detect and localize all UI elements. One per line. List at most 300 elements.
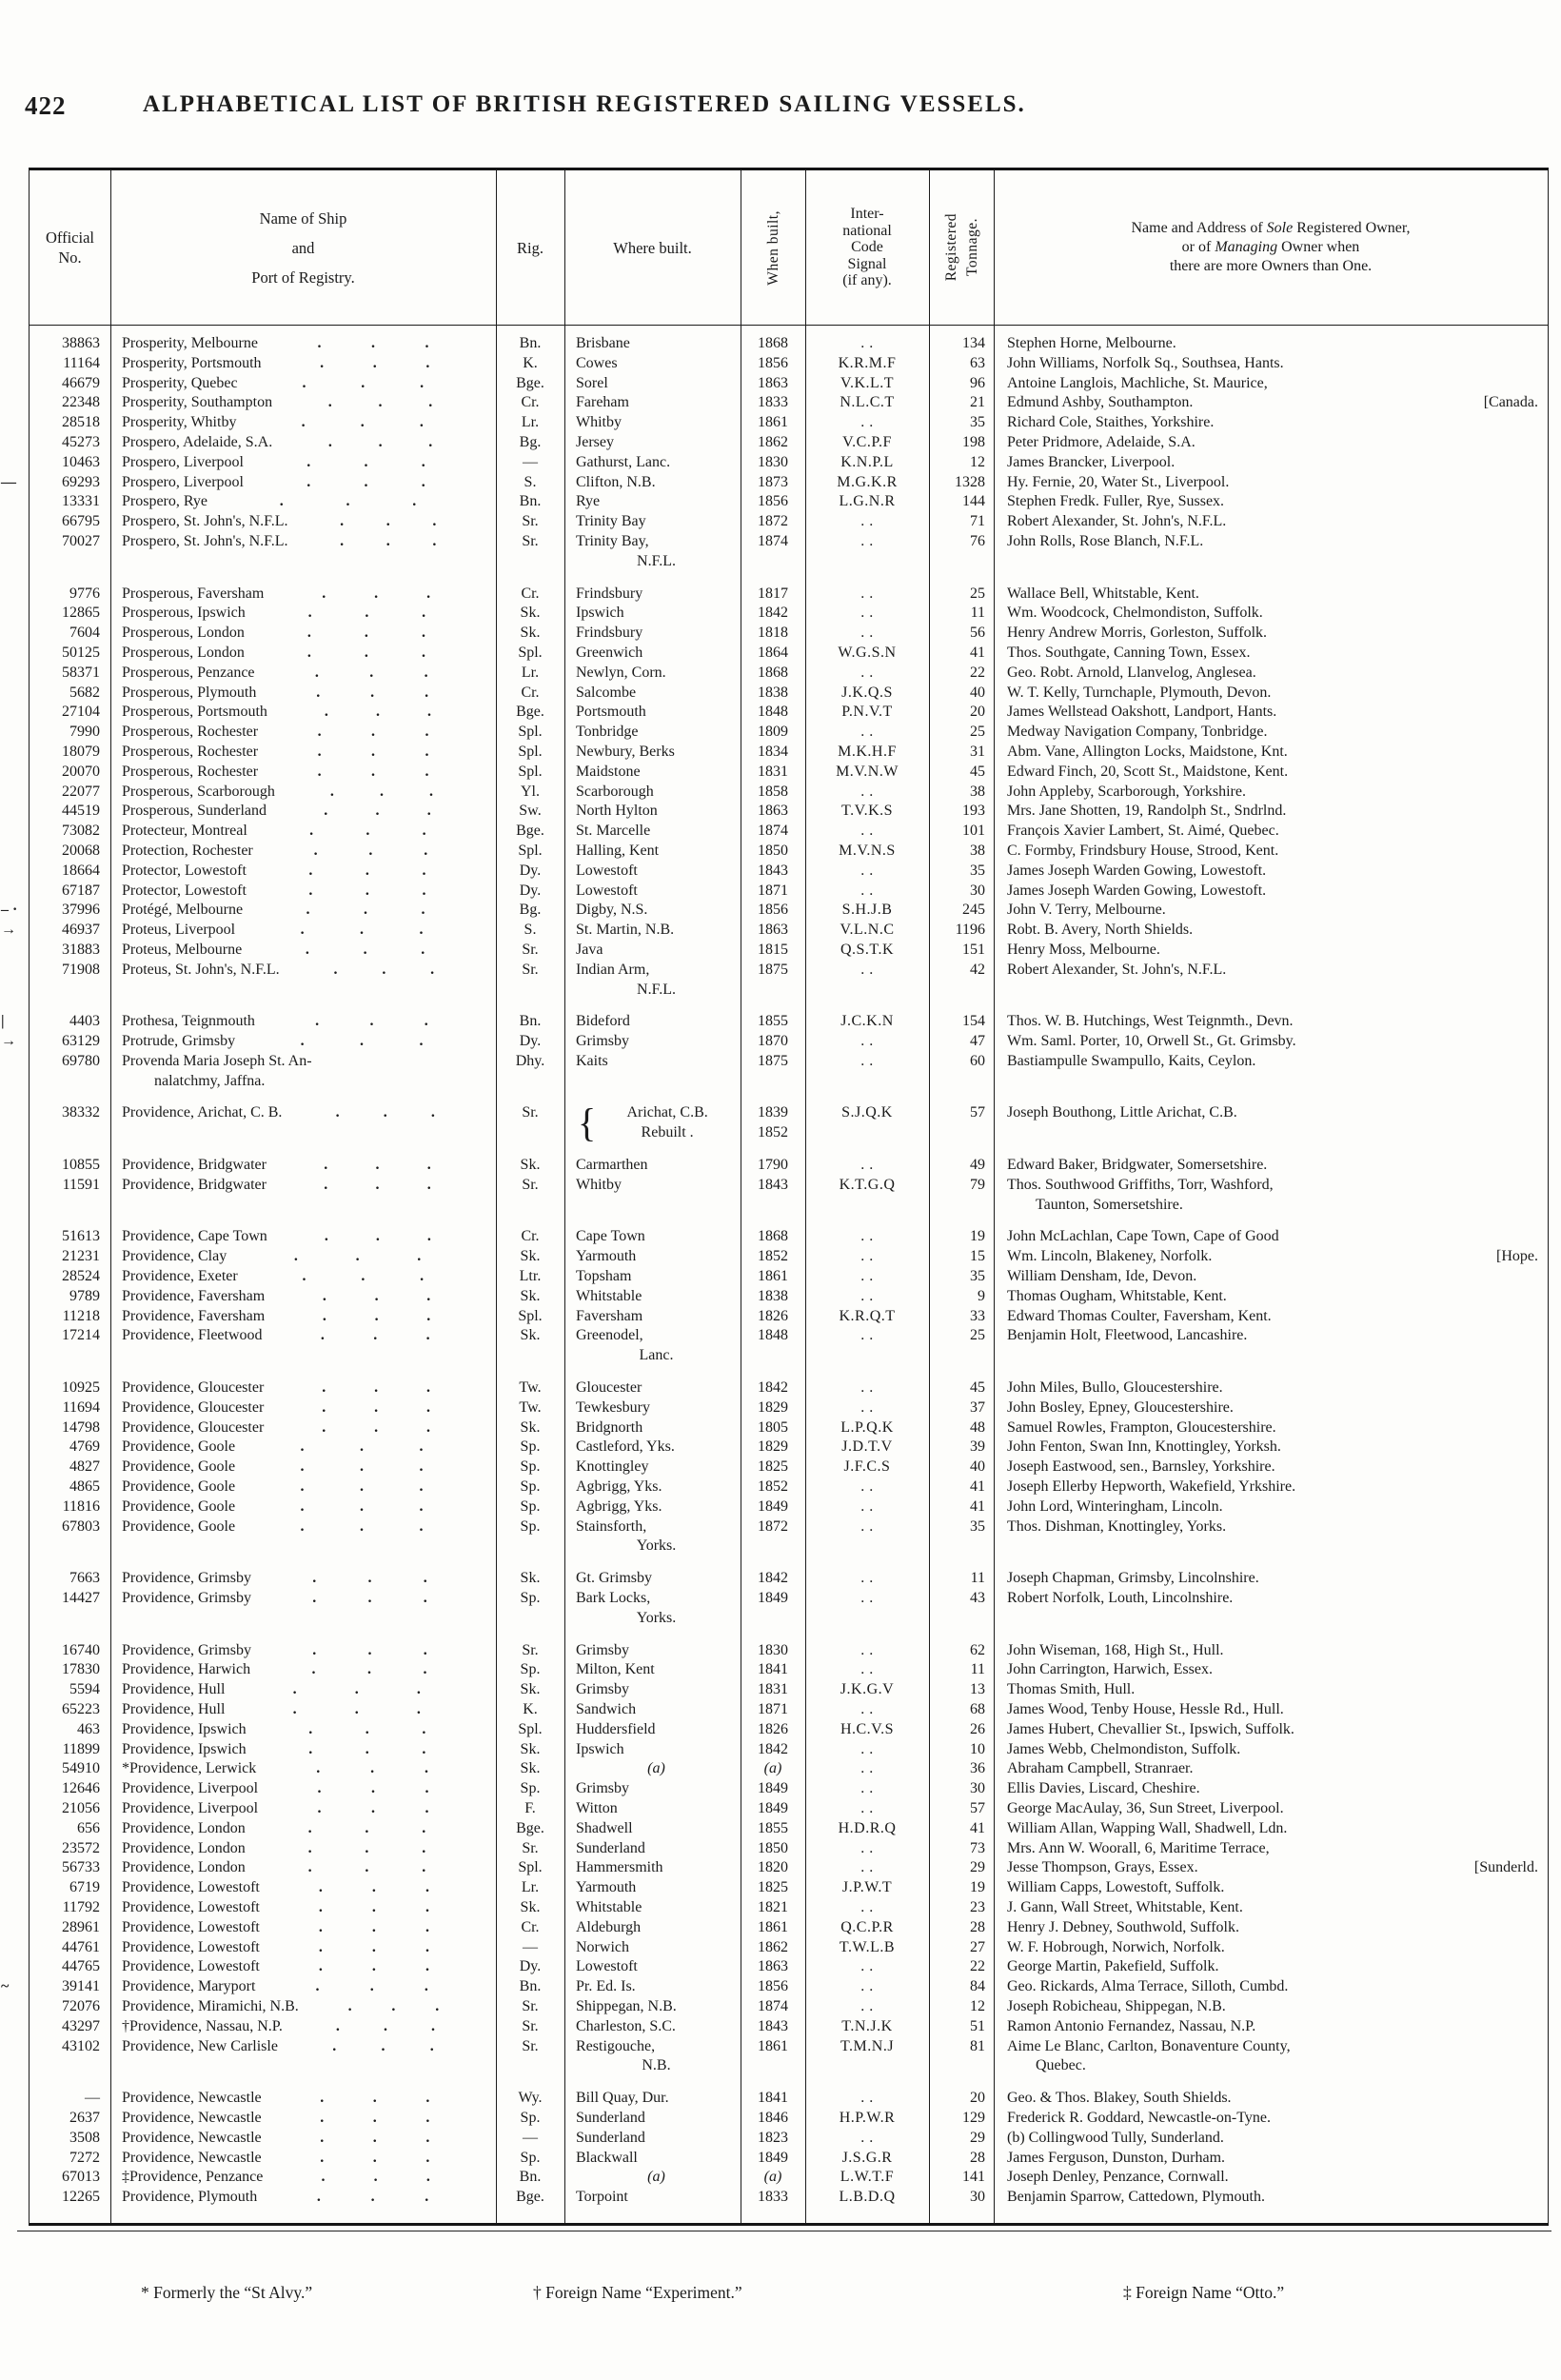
where-built-cell: (a) — [647, 2169, 665, 2186]
leader-dots: . . . — [302, 374, 425, 391]
rig-cell: Lr. — [521, 414, 540, 431]
where-built-cell: Blackwall — [576, 2149, 638, 2166]
code-signal-cell: . . — [860, 1570, 874, 1587]
when-built-cell: 1839 1852 — [758, 1104, 788, 1141]
tonnage-cell: 40 — [970, 1458, 985, 1476]
ship-name-cell: Providence, Newcastle . . . — [110, 2149, 496, 2169]
official-no-cell: 67187 — [62, 882, 100, 899]
ship-name-cell: Providence, Miramichi, N.B. . . . — [110, 1997, 496, 2017]
where-built-cell: North Hylton — [576, 803, 658, 820]
table-row — [30, 1720, 1548, 1740]
where-built-cell: Witton — [576, 1799, 618, 1816]
where-built-cell: Whitstable — [576, 1287, 642, 1304]
owner-cell: John Lord, Winteringham, Lincoln. — [1007, 1497, 1223, 1515]
owner-cell: Frederick R. Goddard, Newcastle-on-Tyne. — [1007, 2109, 1272, 2126]
leader-dots: . . . — [300, 1033, 424, 1050]
leader-dots: . . . — [316, 2189, 429, 2206]
code-signal-cell: W.G.S.N — [838, 644, 897, 661]
code-signal-cell: . . — [860, 335, 874, 351]
table-row — [30, 354, 1548, 374]
official-no-cell: 20070 — [62, 763, 100, 780]
when-built-cell: 1863 — [758, 803, 788, 820]
code-signal-cell: L.G.N.R — [839, 493, 896, 510]
page-title: ALPHABETICAL LIST OF BRITISH REGISTERED SAILING VESSELS. — [143, 91, 1026, 117]
owner-cell: Robt. B. Avery, North Shields. — [1007, 922, 1194, 939]
when-built-cell: 1829 — [758, 1438, 788, 1456]
where-built-cell: Bridgnorth — [576, 1418, 643, 1436]
code-signal-cell: . . — [860, 532, 874, 549]
official-no-cell: 46679 — [62, 374, 100, 391]
col-header-official-no: Official No. — [45, 228, 94, 267]
official-no-cell: 4827 — [69, 1458, 100, 1476]
ship-name-cell: Providence, Hull . . . — [110, 1680, 496, 1700]
when-built-cell: 1815 — [758, 941, 788, 958]
table-row — [30, 1779, 1548, 1799]
when-built-cell: 1871 — [758, 1701, 788, 1717]
table-row — [30, 1569, 1548, 1589]
code-signal-cell: . . — [860, 664, 874, 681]
rig-cell: Sp. — [520, 1661, 541, 1678]
leader-dots: . . . — [318, 1898, 429, 1915]
table-row — [30, 2037, 1548, 2077]
owner-cell: Geo. & Thos. Blakey, South Shields. — [1007, 2090, 1232, 2107]
leader-dots: . . . — [327, 433, 433, 450]
where-built-cell: Agbrigg, Yks. — [576, 1497, 662, 1515]
owner-cell: James Hubert, Chevallier St., Ipswich, Suffolk. — [1007, 1720, 1294, 1737]
where-built-cell: Bill Quay, Dur. — [576, 2090, 669, 2107]
rig-cell: F. — [524, 1799, 536, 1816]
leader-dots: . . . — [293, 1248, 422, 1265]
leader-dots: . . . — [318, 1958, 429, 1975]
official-no-cell: 9789 — [69, 1287, 100, 1304]
ship-name-cell: ‡Providence, Penzance . . . — [110, 2168, 496, 2188]
table-row — [30, 961, 1548, 1001]
where-built-cell: Trinity Bay, N.F.L. — [576, 532, 676, 569]
code-signal-cell: . . — [860, 1033, 874, 1050]
table-row — [30, 2168, 1548, 2188]
code-signal-cell: K.N.P.L — [840, 453, 894, 470]
rig-cell: Bn. — [519, 335, 542, 351]
rig-cell: Sp. — [520, 2109, 541, 2126]
owner-cell: Edward Baker, Bridgwater, Somersetshire. — [1007, 1157, 1268, 1174]
code-signal-cell: . . — [860, 961, 874, 978]
owner-cell: Geo. Rickards, Alma Terrace, Silloth, Cumbd. — [1007, 1978, 1289, 1995]
official-no-cell: 67013 — [62, 2169, 100, 2186]
leader-dots: . . . — [322, 1398, 431, 1416]
ship-name-cell: Providence, Faversham . . . — [110, 1287, 496, 1307]
tonnage-cell: 21 — [970, 394, 985, 411]
where-built-cell: Maidstone — [576, 763, 641, 780]
leader-dots: . . . — [306, 902, 425, 919]
owner-cell: Richard Cole, Staithes, Yorkshire. — [1007, 414, 1215, 431]
owner-cell: James Joseph Warden Gowing, Lowestoft. — [1007, 882, 1267, 899]
tonnage-cell: 81 — [970, 2037, 985, 2054]
code-signal-cell: J.D.T.V — [841, 1438, 893, 1456]
ship-name-cell: Providence, Arichat, C. B. . . . — [110, 1103, 496, 1143]
ship-name-cell: Providence, Faversham . . . — [110, 1307, 496, 1327]
where-built-cell: Greenwich — [576, 644, 643, 661]
owner-cell: Joseph Bouthong, Little Arichat, C.B. — [1007, 1104, 1237, 1121]
code-signal-cell: T.V.K.S — [840, 803, 894, 820]
official-no-cell: 6719 — [69, 1879, 100, 1896]
tonnage-cell: 151 — [962, 941, 985, 958]
official-no-cell: 14427 — [62, 1590, 100, 1607]
tonnage-cell: 22 — [970, 1958, 985, 1975]
rig-cell: — — [523, 2129, 538, 2146]
code-signal-cell: . . — [860, 1478, 874, 1496]
where-built-cell: Indian Arm, N.F.L. — [576, 961, 676, 998]
official-no-cell: 66795 — [62, 513, 100, 530]
when-built-cell: 1861 — [758, 1918, 788, 1935]
rig-cell: Sr. — [522, 513, 539, 530]
rig-cell: Sk. — [520, 1681, 541, 1698]
owner-cell: J. Gann, Wall Street, Whitstable, Kent. — [1007, 1898, 1243, 1915]
where-built-cell: Carmarthen — [576, 1157, 648, 1174]
code-signal-cell: J.K.Q.S — [841, 684, 893, 701]
rig-cell: Spl. — [518, 763, 543, 780]
official-no-cell: 39141 ~ — [30, 1977, 110, 1997]
where-built-cell: Frindsbury — [576, 585, 643, 602]
rig-cell: Sk. — [520, 1898, 541, 1915]
owner-cell: Edward Finch, 20, Scott St., Maidstone, Kent. — [1007, 763, 1289, 780]
where-built-cell: Whitby — [576, 414, 622, 431]
table-row — [30, 1307, 1548, 1327]
leader-dots: . . . — [314, 664, 428, 681]
tonnage-cell: 57 — [970, 1104, 985, 1121]
where-built-cell: Tonbridge — [576, 724, 639, 741]
table-row — [30, 1052, 1548, 1092]
owner-cell: Robert Alexander, St. John's, N.F.L. — [1007, 513, 1227, 530]
leader-dots: . . . — [347, 1997, 440, 2014]
when-built-cell: 1841 — [758, 1661, 788, 1678]
when-built-cell: 1861 — [758, 414, 788, 431]
rig-cell: Spl. — [518, 1859, 543, 1876]
code-signal-cell: J.C.K.N — [840, 1013, 894, 1030]
when-built-cell: 1855 — [758, 1013, 788, 1030]
table-row — [30, 842, 1548, 862]
where-built-cell: Faversham — [576, 1307, 643, 1324]
table-row — [30, 334, 1548, 354]
tonnage-cell: 20 — [970, 704, 985, 721]
rig-cell: Dy. — [519, 1033, 542, 1050]
code-signal-cell: H.D.R.Q — [838, 1819, 897, 1836]
owner-cell: Hy. Fernie, 20, Water St., Liverpool. — [1007, 473, 1230, 490]
official-no-cell: 16740 — [62, 1641, 100, 1658]
leader-dots: . . . — [300, 1438, 424, 1456]
owner-cell: Wallace Bell, Whitstable, Kent. — [1007, 585, 1199, 602]
tonnage-cell: 43 — [970, 1590, 985, 1607]
rig-cell: Lr. — [521, 664, 540, 681]
code-signal-cell: T.M.N.J — [840, 2037, 895, 2054]
where-built-cell: Sunderland — [576, 2129, 645, 2146]
tonnage-cell: 30 — [970, 1780, 985, 1797]
leader-dots: . . . — [340, 532, 437, 549]
leader-dots: . . . — [311, 1661, 427, 1678]
leader-dots: . . . — [307, 1859, 426, 1876]
code-signal-cell: . . — [860, 1997, 874, 2014]
table-row — [1, 1012, 1548, 1032]
tonnage-cell: 57 — [970, 1799, 985, 1816]
official-no-cell: 18664 — [62, 862, 100, 879]
rig-cell: Bg. — [519, 433, 542, 450]
where-built-cell: Gt. Grimsby — [576, 1570, 652, 1587]
ship-name-cell: Providence, Cape Town . . . — [110, 1227, 496, 1247]
table-row — [30, 2109, 1548, 2129]
table-row — [30, 1799, 1548, 1819]
where-built-cell: Grimsby — [576, 1641, 629, 1658]
owner-cell: Jesse Thompson, Grays, Essex. [Sunderld. — [994, 1858, 1548, 1878]
ship-name-cell: Providence, Grimsby . . . — [110, 1589, 496, 1629]
official-no-cell: 38863 — [62, 335, 100, 351]
when-built-cell: 1849 — [758, 1590, 788, 1607]
where-built-cell: Bideford — [576, 1013, 630, 1030]
table-row — [30, 783, 1548, 803]
official-no-cell: 12865 — [62, 605, 100, 622]
tonnage-cell: 35 — [970, 414, 985, 431]
where-built-cell: Topsham — [576, 1268, 632, 1285]
leader-dots: . . . — [324, 1228, 431, 1245]
owner-cell: Henry J. Debney, Southwold, Suffolk. — [1007, 1918, 1239, 1935]
where-built-cell: Greenodel, Lanc. — [576, 1327, 674, 1364]
where-built-cell: Shippegan, N.B. — [576, 1997, 677, 2014]
when-built-cell: 1829 — [758, 1398, 788, 1416]
where-built-cell: Hammersmith — [576, 1859, 663, 1876]
owner-cell: James Webb, Chelmondiston, Suffolk. — [1007, 1740, 1241, 1757]
when-built-cell: 1817 — [758, 585, 788, 602]
owner-cell: Benjamin Holt, Fleetwood, Lancashire. — [1007, 1327, 1248, 1344]
when-built-cell: 1831 — [758, 1681, 788, 1698]
tonnage-cell: 245 — [962, 902, 985, 919]
official-no-cell: 11164 — [63, 354, 100, 371]
official-no-cell: 20068 — [62, 842, 100, 859]
ship-name-cell: Providence, Maryport . . . — [110, 1977, 496, 1997]
rig-cell: Bn. — [519, 2169, 542, 2186]
table-row — [30, 1438, 1548, 1458]
code-signal-cell: . . — [860, 1157, 874, 1174]
table-row — [30, 1898, 1548, 1918]
official-no-cell: 44761 — [62, 1938, 100, 1955]
leader-dots: . . . — [333, 961, 435, 978]
code-signal-cell: . . — [860, 414, 874, 431]
official-no-cell: 13331 — [62, 493, 100, 510]
leader-dots: . . . — [316, 1760, 429, 1777]
table-row — [30, 393, 1548, 413]
code-signal-cell: J.K.G.V — [840, 1681, 895, 1698]
official-no-cell: 51613 — [62, 1228, 100, 1245]
tonnage-cell: 11 — [970, 605, 985, 622]
leader-dots: . . . — [340, 513, 437, 530]
code-signal-cell: S.J.Q.K — [841, 1104, 893, 1121]
when-built-cell: 1870 — [758, 1033, 788, 1050]
column-divider — [929, 170, 930, 325]
table-row — [1, 901, 1548, 921]
rig-cell: Sp. — [520, 1517, 541, 1535]
official-no-cell: 18079 — [62, 743, 100, 760]
rig-cell: Bg. — [519, 902, 542, 919]
when-built-cell: 1818 — [758, 625, 788, 642]
owner-cell: Aime Le Blanc, Carlton, Bonaventure County, Quebec. — [1007, 2037, 1291, 2074]
official-no-cell: 5594 — [69, 1681, 100, 1698]
official-no-cell: 2637 — [69, 2109, 100, 2126]
table-row — [30, 512, 1548, 532]
code-signal-cell: . . — [860, 1978, 874, 1995]
table-row — [30, 1227, 1548, 1247]
margin-pen-mark: → — [1, 1033, 16, 1050]
rig-cell: Sk. — [520, 1248, 541, 1265]
official-no-cell: 58371 — [62, 664, 100, 681]
official-no-cell: 21056 — [62, 1799, 100, 1816]
leader-dots: . . . — [316, 684, 429, 701]
table-row — [30, 1878, 1548, 1898]
leader-dots: . . . — [308, 1720, 426, 1737]
leader-dots: . . . — [317, 743, 429, 760]
where-built-cell: Scarborough — [576, 783, 654, 800]
table-row — [30, 624, 1548, 644]
rig-cell: Bge. — [516, 2189, 544, 2206]
table-row — [30, 703, 1548, 723]
ship-name-cell: Providence, Goole . . . — [110, 1497, 496, 1517]
official-no-cell: 9776 — [69, 585, 100, 602]
tonnage-cell: 51 — [970, 2017, 985, 2034]
tonnage-cell: 28 — [970, 2149, 985, 2166]
when-built-cell: 1821 — [758, 1898, 788, 1915]
leader-dots: . . . — [301, 414, 424, 431]
where-built-cell: Java — [576, 941, 603, 958]
official-no-cell: 4403 | — [30, 1012, 110, 1032]
tonnage-cell: 35 — [970, 1517, 985, 1535]
leader-dots: . . . — [300, 922, 424, 939]
ship-name-cell: Prosperous, London . . . — [110, 644, 496, 664]
when-built-cell: 1875 — [758, 961, 788, 978]
code-signal-cell: . . — [860, 1799, 874, 1816]
owner-cell: Geo. Robt. Arnold, Llanvelog, Anglesea. — [1007, 664, 1256, 681]
owner-cell: Wm. Lincoln, Blakeney, Norfolk. [Hope. — [994, 1247, 1548, 1267]
when-built-cell: 1842 — [758, 605, 788, 622]
ship-name-cell: Providence, Ipswich . . . — [110, 1720, 496, 1740]
code-signal-cell: . . — [860, 1248, 874, 1265]
when-built-cell: 1825 — [758, 1458, 788, 1476]
tonnage-cell: 76 — [970, 532, 985, 549]
leader-dots: . . . — [318, 1918, 429, 1935]
code-signal-cell: . . — [860, 1641, 874, 1658]
table-row — [30, 1839, 1548, 1859]
owner-cell: Ellis Davies, Liscard, Cheshire. — [1007, 1780, 1200, 1797]
margin-pen-mark: – · — [1, 902, 18, 919]
code-signal-cell: . . — [860, 882, 874, 899]
ship-name-cell: Providence, Lowestoft . . . — [110, 1957, 496, 1977]
leader-dots: . . . — [322, 585, 431, 602]
where-built-cell: Agbrigg, Yks. — [576, 1478, 662, 1496]
table-row — [30, 1517, 1548, 1557]
where-built-cell: Halling, Kent — [576, 842, 660, 859]
where-built-cell: Digby, N.S. — [576, 902, 648, 919]
where-built-cell: Charleston, S.C. — [576, 2017, 676, 2034]
code-signal-cell: K.T.G.Q — [839, 1176, 896, 1193]
where-built-cell: Trinity Bay — [576, 513, 646, 530]
when-built-cell: 1848 — [758, 1327, 788, 1344]
footnote-asterisk: * Formerly the “St Alvy.” — [141, 2283, 313, 2302]
official-no-cell: 4769 — [69, 1438, 100, 1456]
table-row — [30, 802, 1548, 822]
official-no-cell: 11899 — [62, 1740, 100, 1757]
table-row — [30, 2089, 1548, 2109]
rig-cell: Sr. — [522, 2037, 539, 2054]
code-signal-cell: J.F.C.S — [843, 1458, 891, 1476]
ship-name-cell: Providence, Grimsby . . . — [110, 1641, 496, 1661]
col-header-where-built: Where built. — [613, 238, 692, 257]
official-no-cell: 4865 — [69, 1478, 100, 1496]
rig-cell: Sr. — [522, 1839, 539, 1856]
table-body — [1, 326, 1548, 2223]
table-row — [30, 941, 1548, 961]
official-no-cell: 14798 — [62, 1418, 100, 1436]
owner-cell: John V. Terry, Melbourne. — [1007, 902, 1166, 919]
leader-dots: . . . — [317, 763, 429, 780]
when-built-cell: 1855 — [758, 1819, 788, 1836]
ship-name-cell: Protégé, Melbourne . . . — [110, 901, 496, 921]
where-built-cell: Torpoint — [576, 2189, 628, 2206]
owner-cell: George Martin, Pakefield, Suffolk. — [1007, 1958, 1219, 1975]
where-built-cell: St. Marcelle — [576, 823, 651, 840]
leader-dots: . . . — [324, 803, 431, 820]
when-built-cell: 1861 — [758, 2037, 788, 2054]
code-signal-cell: . . — [860, 1268, 874, 1285]
leader-dots: . . . — [329, 783, 433, 800]
when-built-cell: 1843 — [758, 1176, 788, 1193]
table-row — [30, 532, 1548, 572]
ship-name-cell: Prospero, Adelaide, S.A. . . . — [110, 433, 496, 453]
col-header-registered-tonnage: Registered Tonnage. — [942, 213, 980, 282]
when-built-cell: 1838 — [758, 1287, 788, 1304]
official-no-cell: 17830 — [62, 1661, 100, 1678]
official-no-cell: 31883 — [62, 941, 100, 958]
code-signal-cell: K.R.M.F — [838, 354, 897, 371]
where-built-cell: Shadwell — [576, 1819, 633, 1836]
when-built-cell: 1873 — [758, 473, 788, 490]
code-signal-cell: M.G.K.R — [837, 473, 898, 490]
owner-cell: W. T. Kelly, Turnchaple, Plymouth, Devon. — [1007, 684, 1272, 701]
tonnage-cell: 37 — [970, 1398, 985, 1416]
leader-dots: . . . — [306, 473, 425, 490]
where-built-cell: Gathurst, Lanc. — [576, 453, 671, 470]
leader-dots: . . . — [300, 1497, 424, 1515]
where-built-cell: Newbury, Berks — [576, 743, 675, 760]
leader-dots: . . . — [315, 1978, 428, 1995]
ship-name-cell: Prosperity, Quebec . . . — [110, 374, 496, 394]
rig-cell: Tw. — [519, 1379, 542, 1397]
where-built-cell: Norwich — [576, 1938, 629, 1955]
when-built-cell: 1823 — [758, 2129, 788, 2146]
official-no-cell: 10855 — [62, 1157, 100, 1174]
ship-name-cell: Prospero, St. John's, N.F.L. . . . — [110, 512, 496, 532]
ship-name-cell: Proteus, St. John's, N.F.L. . . . — [110, 961, 496, 1001]
code-signal-cell: . . — [860, 1287, 874, 1304]
table-row — [30, 1589, 1548, 1629]
ship-name-cell: Prosperous, Rochester . . . — [110, 723, 496, 743]
when-built-cell: 1834 — [758, 743, 788, 760]
leader-dots: . . . — [327, 394, 433, 411]
when-built-cell: 1874 — [758, 532, 788, 549]
rig-cell: Dy. — [519, 1958, 542, 1975]
when-built-cell: 1826 — [758, 1307, 788, 1324]
tonnage-cell: 15 — [970, 1248, 985, 1265]
rig-cell: Sk. — [520, 1570, 541, 1587]
ship-name-cell: Providence, Hull . . . — [110, 1700, 496, 1720]
where-built-cell: Salcombe — [576, 684, 637, 701]
table-row — [30, 1759, 1548, 1779]
table-row — [30, 743, 1548, 763]
when-built-cell: 1842 — [758, 1740, 788, 1757]
